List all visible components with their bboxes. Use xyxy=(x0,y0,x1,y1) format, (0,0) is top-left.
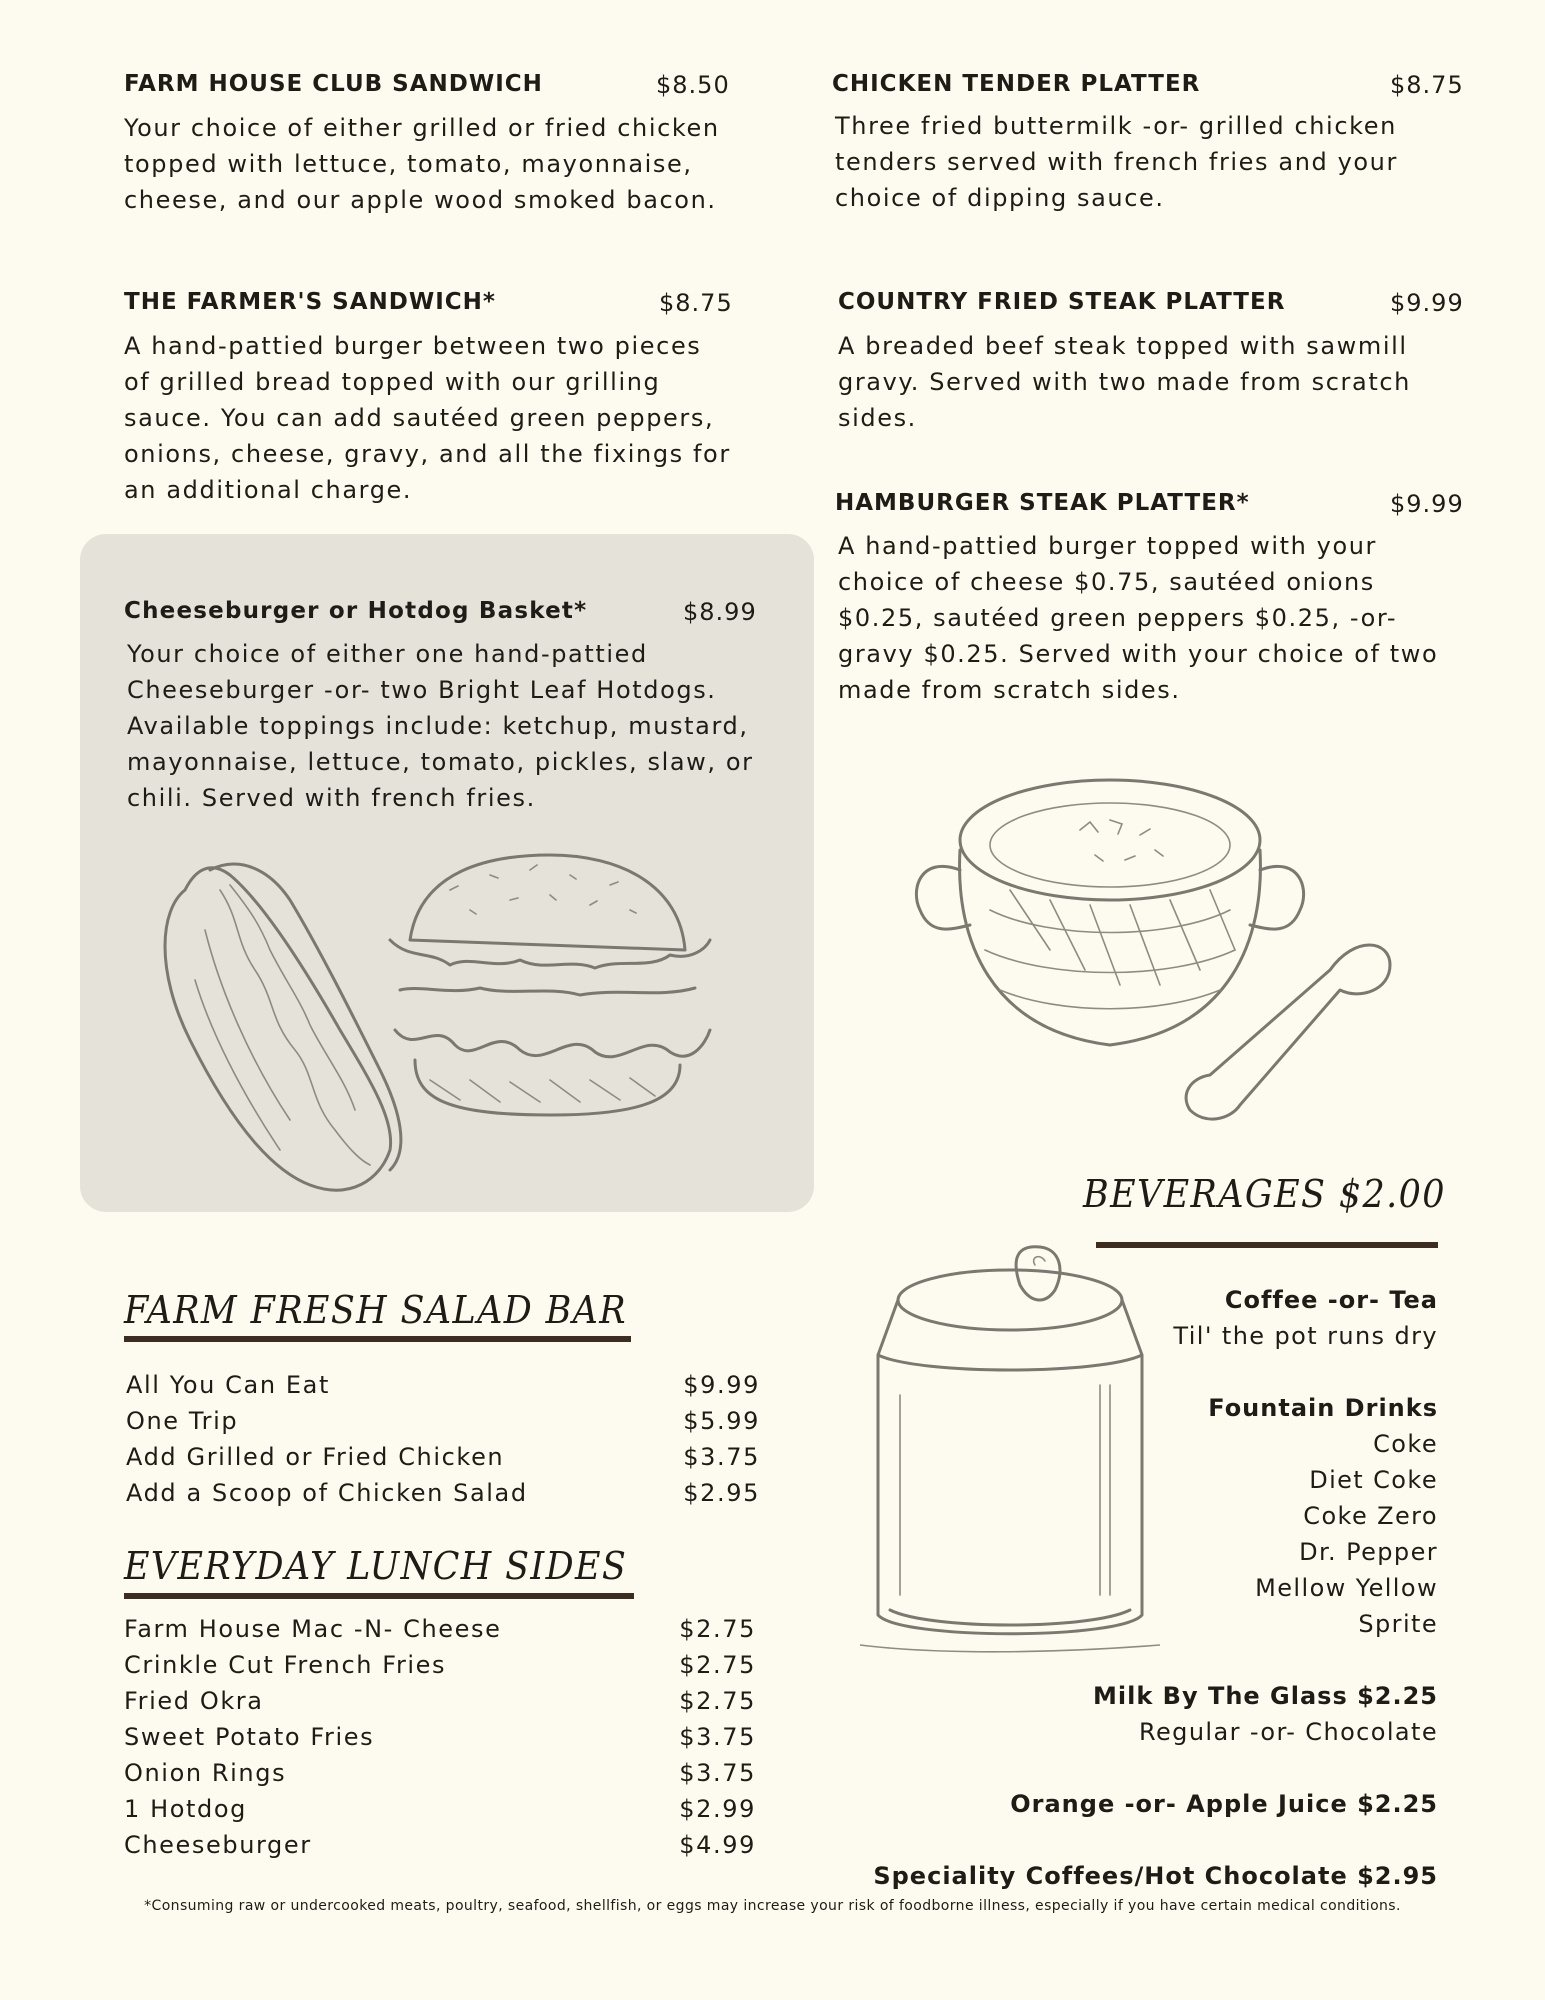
fountain-item: Coke xyxy=(1373,1430,1438,1458)
list-item: Fried Okra $2.75 xyxy=(124,1687,756,1715)
list-item: Sweet Potato Fries $3.75 xyxy=(124,1723,756,1751)
lunch-sides-list xyxy=(124,1611,756,1863)
fountain-item: Dr. Pepper xyxy=(1299,1538,1438,1566)
juice-title: Orange -or- Apple Juice $2.25 xyxy=(1010,1790,1438,1818)
country-steak-price: $9.99 xyxy=(1390,289,1464,317)
fountain-drinks-title: Fountain Drinks xyxy=(1208,1394,1438,1422)
country-steak-description: A breaded beef steak topped with sawmill gravy. Served with two made from scratch sides. xyxy=(838,332,1411,432)
list-item: All You Can Eat $9.99 xyxy=(126,1371,760,1399)
club-sandwich-title: FARM HOUSE CLUB SANDWICH xyxy=(124,71,543,97)
beverages-list xyxy=(873,1282,1438,1894)
salad-bar-rule xyxy=(124,1336,631,1342)
farmer-sandwich-price: $8.75 xyxy=(659,289,733,317)
coffee-tea-note: Til' the pot runs dry xyxy=(1173,1322,1438,1350)
beverages-heading: BEVERAGES $2.00 xyxy=(1083,1172,1446,1216)
club-sandwich-price: $8.50 xyxy=(656,71,730,99)
fountain-item: Mellow Yellow xyxy=(1255,1574,1438,1602)
hotdog-burger-illustration xyxy=(150,830,730,1220)
fountain-item: Coke Zero xyxy=(1303,1502,1438,1530)
list-item: Add Grilled or Fried Chicken $3.75 xyxy=(126,1443,760,1471)
list-item: 1 Hotdog $2.99 xyxy=(124,1795,756,1823)
basket-price: $8.99 xyxy=(683,598,757,626)
basket-description: Your choice of either one hand-pattied Cheeseburger -or- two Bright Leaf Hotdogs. Available toppings include: ketchup, mustard, mayonnaise, lettuce, tomato, pickles, slaw, or chili. Served with french fries. xyxy=(127,640,754,812)
fountain-item: Diet Coke xyxy=(1309,1466,1438,1494)
hamburger-steak-price: $9.99 xyxy=(1390,490,1464,518)
list-item: Farm House Mac -N- Cheese $2.75 xyxy=(124,1615,756,1643)
basket-title: Cheeseburger or Hotdog Basket* xyxy=(124,598,588,624)
hotdog-sketch-icon xyxy=(165,864,401,1190)
list-item: Cheeseburger $4.99 xyxy=(124,1831,756,1859)
soup-bowl-sketch-icon xyxy=(916,780,1390,1119)
lunch-sides-heading: EVERYDAY LUNCH SIDES xyxy=(124,1544,628,1588)
lunch-sides-rule xyxy=(124,1593,634,1599)
food-safety-footnote: *Consuming raw or undercooked meats, poultry, seafood, shellfish, or eggs may increase your risk of foodborne illness, especially if you have certain medical conditions. xyxy=(144,1898,1401,1914)
list-item: Crinkle Cut French Fries $2.75 xyxy=(124,1651,756,1679)
coffee-tea-title: Coffee -or- Tea xyxy=(1224,1286,1438,1314)
chicken-tender-title: CHICKEN TENDER PLATTER xyxy=(832,71,1201,97)
country-steak-title: COUNTRY FRIED STEAK PLATTER xyxy=(838,289,1286,315)
farmer-sandwich-description: A hand-pattied burger between two pieces of grilled bread topped with our grilling sauce. You can add sautéed green peppers, onions, cheese, gravy, and all the fixings for an additional charge. xyxy=(124,332,731,504)
chicken-tender-price: $8.75 xyxy=(1390,71,1464,99)
chicken-tender-description: Three fried buttermilk -or- grilled chicken tenders served with french fries and your choice of dipping sauce. xyxy=(835,112,1398,212)
list-item: Onion Rings $3.75 xyxy=(124,1759,756,1787)
hamburger-steak-description: A hand-pattied burger topped with your choice of cheese $0.75, sautéed onions $0.25, sautéed green peppers $0.25, -or- gravy $0.25. Served with your choice of two made from scratch sides. xyxy=(838,532,1439,704)
specialty-coffee-title: Speciality Coffees/Hot Chocolate $2.95 xyxy=(873,1862,1438,1890)
salad-bar-heading: FARM FRESH SALAD BAR xyxy=(124,1288,628,1332)
list-item: One Trip $5.99 xyxy=(126,1407,760,1435)
soup-bowl-illustration xyxy=(910,760,1430,1160)
hamburger-steak-title: HAMBURGER STEAK PLATTER* xyxy=(835,490,1250,516)
club-sandwich-description: Your choice of either grilled or fried chicken topped with lettuce, tomato, mayonnaise, cheese, and our apple wood smoked bacon. xyxy=(124,114,720,214)
farmer-sandwich-title: THE FARMER'S SANDWICH* xyxy=(124,289,496,315)
milk-note: Regular -or- Chocolate xyxy=(1139,1718,1438,1746)
fountain-item: Sprite xyxy=(1358,1610,1438,1638)
burger-sketch-icon xyxy=(390,855,710,1115)
salad-bar-list xyxy=(126,1367,760,1511)
list-item: Add a Scoop of Chicken Salad $2.95 xyxy=(126,1479,760,1507)
milk-title: Milk By The Glass $2.25 xyxy=(1093,1682,1438,1710)
